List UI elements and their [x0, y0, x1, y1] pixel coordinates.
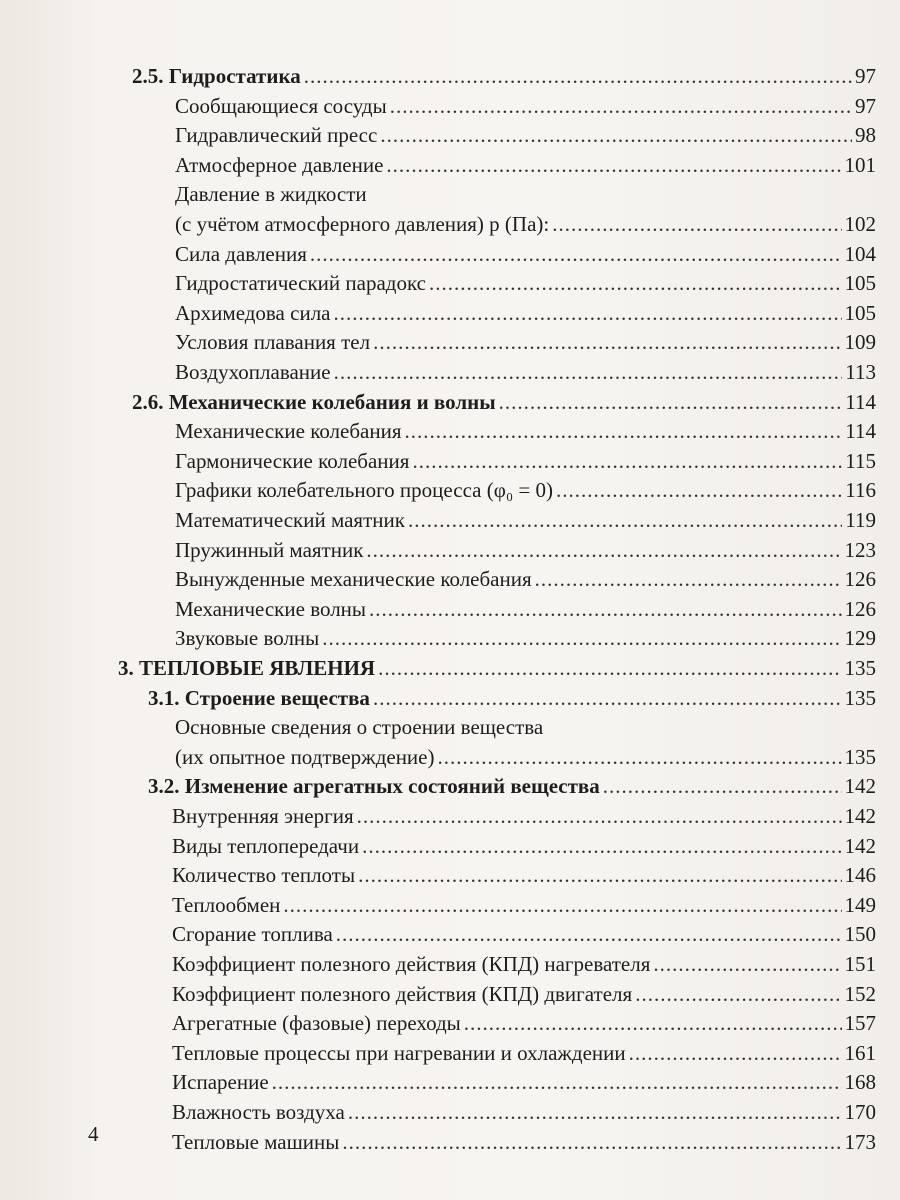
toc-entry-title: 3.1. Строение вещества — [148, 685, 370, 710]
toc-entry-page: 126 — [844, 596, 876, 621]
toc-entry-title-line: Давление в жидкости — [175, 182, 367, 207]
toc-entry-title: (с учётом атмосферного давления) p (Па): — [175, 212, 550, 236]
toc-entry[interactable] — [175, 624, 876, 652]
toc-entry[interactable] — [175, 210, 876, 238]
dot-leader — [334, 358, 843, 386]
toc-entry-title: Вынужденные механические колебания — [175, 567, 532, 592]
toc-entry-page: 152 — [844, 981, 876, 1006]
dot-leader — [378, 654, 841, 682]
toc-entry-page: 114 — [845, 389, 876, 414]
toc-entry-title: Звуковые волны — [175, 626, 320, 651]
toc-entry[interactable] — [132, 62, 876, 90]
toc-entry[interactable] — [172, 832, 876, 860]
dot-leader — [366, 536, 841, 564]
toc-entry[interactable] — [175, 269, 876, 297]
toc-entry[interactable] — [175, 299, 876, 327]
toc-entry[interactable] — [172, 1039, 876, 1067]
toc-entry-page: 146 — [844, 863, 876, 888]
dot-leader — [272, 1068, 842, 1096]
toc-entry-page: 157 — [844, 1011, 876, 1036]
dot-leader — [373, 328, 841, 356]
toc-entry[interactable] — [132, 388, 876, 416]
toc-entry[interactable] — [172, 861, 876, 889]
toc-entry-page: 98 — [855, 123, 876, 148]
toc-entry-page: 170 — [844, 1100, 876, 1124]
dot-leader — [556, 476, 842, 504]
dot-leader — [358, 861, 841, 889]
dot-leader — [386, 151, 841, 179]
toc-entry-title: Тепловые процессы при нагревании и охлаждении — [172, 1040, 626, 1065]
dot-leader — [412, 447, 842, 475]
toc-entry-page: 126 — [844, 567, 876, 592]
dot-leader — [283, 891, 841, 919]
toc-entry[interactable] — [175, 240, 876, 268]
toc-entry-page: 135 — [844, 685, 876, 710]
toc-entry[interactable] — [148, 684, 876, 712]
toc-entry-page: 104 — [844, 241, 876, 266]
toc-entry-title: Математический маятник — [175, 508, 405, 532]
toc-entry-title: Количество теплоты — [172, 863, 356, 888]
toc-entry[interactable] — [175, 506, 876, 534]
toc-entry-title: Архимедова сила — [175, 300, 331, 325]
toc-entry-page: 150 — [844, 922, 876, 947]
dot-leader — [373, 684, 842, 712]
toc-entry-page: 101 — [844, 152, 876, 177]
toc-entry-title: Гидравлический пресс — [175, 123, 378, 148]
toc-entry[interactable] — [175, 358, 876, 386]
dot-leader — [304, 62, 852, 90]
toc-entry-title: Испарение — [172, 1070, 269, 1095]
toc-entry-title: Атмосферное давление — [175, 152, 384, 177]
toc-entry[interactable] — [175, 151, 876, 179]
dot-leader — [405, 417, 843, 445]
toc-entry-page: 105 — [844, 300, 876, 325]
toc-entry-page: 173 — [844, 1129, 876, 1154]
toc-entry-page: 149 — [844, 892, 876, 917]
toc-entry-title: Гидростатический парадокс — [175, 271, 426, 296]
toc-entry[interactable] — [175, 121, 876, 149]
toc-entry-title: Коэффициент полезного действия (КПД) двигателя — [172, 981, 633, 1006]
dot-leader — [334, 299, 842, 327]
toc-entry-title: Сообщающиеся сосуды — [175, 93, 387, 118]
toc-entry[interactable] — [172, 891, 876, 919]
toc-entry[interactable] — [148, 772, 876, 800]
toc-entry-page: 129 — [844, 626, 876, 651]
toc-entry-page: 161 — [844, 1040, 876, 1065]
dot-leader — [603, 772, 842, 800]
toc-entry-page: 142 — [844, 804, 876, 828]
dot-leader — [348, 1098, 842, 1126]
dot-leader — [552, 210, 841, 238]
dot-leader — [635, 980, 841, 1008]
dot-leader — [429, 269, 842, 297]
toc-entry[interactable] — [175, 92, 876, 120]
dot-leader — [322, 624, 841, 652]
toc-entry-page: 102 — [844, 212, 876, 236]
toc-entry[interactable] — [175, 417, 876, 445]
toc-entry-page: 115 — [845, 448, 876, 473]
dot-leader — [535, 565, 842, 593]
toc-entry-title: 3. ТЕПЛОВЫЕ ЯВЛЕНИЯ — [118, 656, 376, 680]
toc-entry-page: 113 — [845, 360, 876, 384]
toc-entry-page: 142 — [844, 833, 876, 858]
dot-leader — [653, 950, 841, 978]
toc-entry[interactable] — [175, 565, 876, 593]
toc-entry-title: Виды теплопередачи — [172, 833, 360, 858]
toc-entry-page: 151 — [844, 952, 876, 976]
dot-leader — [380, 121, 852, 149]
dot-leader — [342, 1128, 841, 1156]
toc-entry[interactable] — [172, 920, 876, 948]
toc-entry[interactable] — [175, 595, 876, 623]
dot-leader — [369, 595, 841, 623]
toc-entry-title: Гармонические колебания — [175, 448, 410, 473]
toc-entry[interactable] — [172, 980, 876, 1008]
toc-entry-title: Механические волны — [175, 596, 367, 621]
dot-leader — [362, 832, 841, 860]
dot-leader — [357, 802, 842, 830]
toc-entry[interactable] — [118, 654, 876, 682]
toc-entry-title: Влажность воздуха — [172, 1100, 345, 1124]
toc-entry-page: 123 — [844, 537, 876, 562]
toc-entry[interactable] — [175, 447, 876, 475]
dot-leader — [408, 506, 842, 534]
dot-leader — [464, 1009, 842, 1037]
toc-entry-title: Тепловые машины — [172, 1129, 340, 1154]
toc-entry-page: 119 — [845, 508, 876, 532]
toc-entry-page: 114 — [845, 419, 876, 444]
toc-entry-title: (их опытное подтверждение) — [175, 744, 435, 769]
toc-entry-title-line: Основные сведения о строении вещества — [175, 715, 544, 740]
toc-entry-title: Внутренняя энергия — [172, 804, 354, 828]
toc-entry-title: Сила давления — [175, 241, 307, 266]
toc-entry[interactable] — [172, 1068, 876, 1096]
toc-entry-title: Условия плавания тел — [175, 330, 371, 355]
toc-entry[interactable] — [172, 1098, 876, 1126]
dot-leader — [336, 920, 842, 948]
toc-entry-title: 3.2. Изменение агрегатных состояний вещества — [148, 774, 600, 799]
toc-entry-title: Графики колебательного процесса (φ₀ = 0) — [175, 478, 553, 503]
toc-entry[interactable] — [175, 743, 876, 771]
toc-entry-page: 105 — [844, 271, 876, 296]
dot-leader — [310, 240, 842, 268]
toc-entry[interactable] — [172, 802, 876, 830]
toc-entry-title: Сгорание топлива — [172, 922, 333, 947]
toc-entry[interactable] — [172, 1009, 876, 1037]
dot-leader — [629, 1039, 842, 1067]
toc-entry-title: Пружинный маятник — [175, 537, 364, 562]
toc-entry-title: Коэффициент полезного действия (КПД) нагревателя — [172, 952, 651, 976]
dot-leader — [390, 92, 852, 120]
toc-entry[interactable] — [175, 328, 876, 356]
toc-entry-page: 168 — [844, 1070, 876, 1095]
toc-entry[interactable] — [172, 1128, 876, 1156]
toc-entry[interactable] — [175, 536, 876, 564]
dot-leader — [499, 388, 843, 416]
page-number: 4 — [88, 1122, 99, 1146]
toc-entry-page: 135 — [844, 744, 876, 769]
toc-entry[interactable] — [175, 476, 876, 504]
toc-entry-page: 97 — [855, 64, 876, 88]
toc-entry-title: 2.6. Механические колебания и волны — [132, 389, 496, 414]
toc-entry-page: 97 — [855, 93, 876, 118]
toc-entry-page: 116 — [845, 478, 876, 503]
toc-entry-page: 109 — [844, 330, 876, 355]
toc-entry-title: Механические колебания — [175, 419, 402, 444]
dot-leader — [438, 743, 842, 771]
toc-entry-page: 142 — [844, 774, 876, 799]
toc-entry-title: 2.5. Гидростатика — [132, 64, 301, 88]
toc-entry-title: Теплообмен — [172, 892, 281, 917]
toc-entry-page: 135 — [844, 656, 876, 680]
toc-entry-title: Агрегатные (фазовые) переходы — [172, 1011, 461, 1036]
toc-entry[interactable] — [172, 950, 876, 978]
toc-entry-title: Воздухоплавание — [175, 360, 331, 384]
